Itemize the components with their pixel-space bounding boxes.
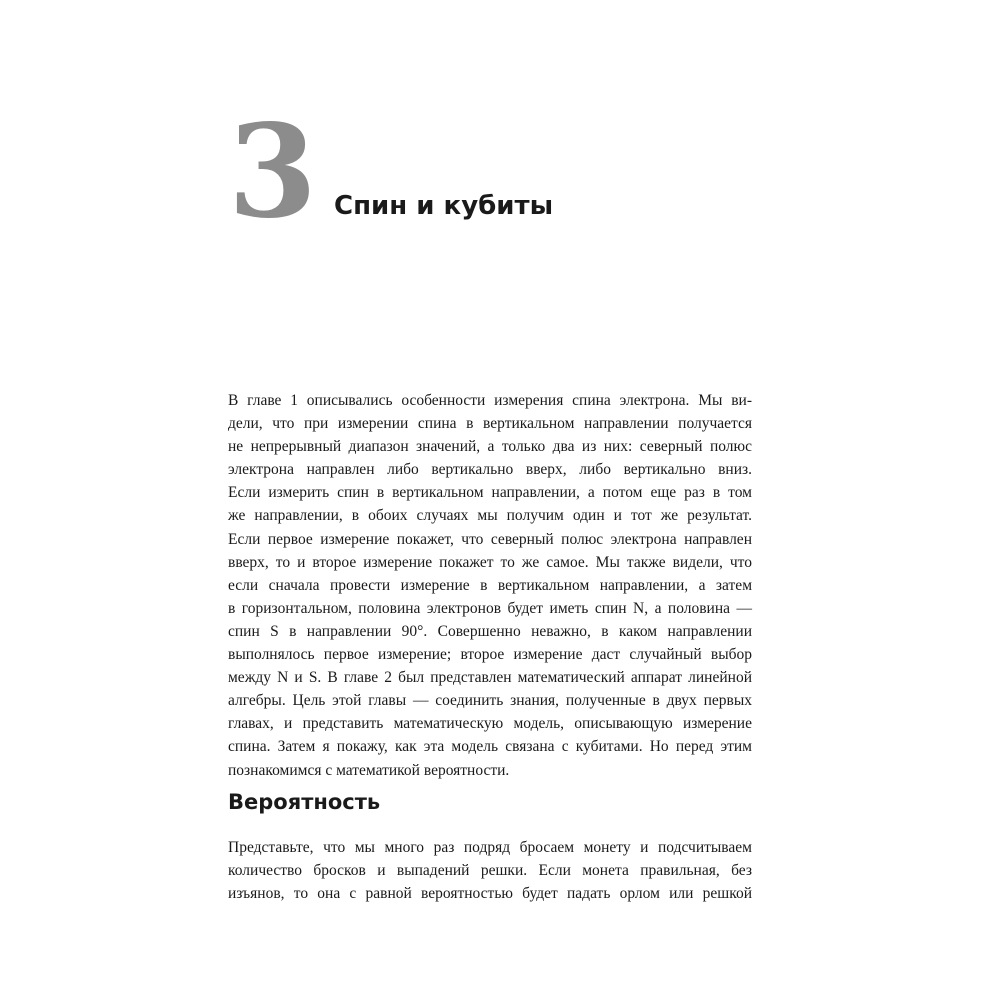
text-line: выполнялось первое измерение; второе измерение даст случайный выбор <box>228 646 752 664</box>
text-line: же направлении, в обоих случаях мы получим один и тот же результат. <box>228 507 752 525</box>
chapter-number: 3 <box>228 97 318 247</box>
text-line: Если первое измерение покажет, что северный полюс электрона направлен <box>228 530 752 548</box>
text-line: изъянов, то она с равной вероятностью будет падать орлом или решкой <box>228 885 752 903</box>
text-line: главах, и представить математическую модель, описывающую измерение <box>228 715 752 733</box>
text-line: Представьте, что мы много раз подряд бросаем монету и подсчитываем <box>228 839 752 856</box>
intro-paragraph <box>228 389 752 782</box>
text-line: спина. Затем я покажу, как эта модель связана с кубитами. Но перед этим <box>228 738 752 756</box>
chapter-title: Спин и кубиты <box>334 191 554 221</box>
text-line: между N и S. В главе 2 был представлен математический аппарат линейной <box>228 669 752 687</box>
text-line: Если измерить спин в вертикальном направлении, а потом еще раз в том <box>228 484 752 502</box>
text-line: если сначала провести измерение в вертикальном направлении, а затем <box>228 576 752 594</box>
text-line: дели, что при измерении спина в вертикальном направлении получается <box>228 415 752 433</box>
text-line: в горизонтальном, половина электронов будет иметь спин N, а половина — <box>228 599 752 617</box>
text-line: алгебры. Цель этой главы — соединить знания, полученные в двух первых <box>228 692 752 710</box>
section-heading: Вероятность <box>228 790 381 814</box>
text-line: вверх, то и второе измерение покажет то же самое. Мы также видели, что <box>228 553 752 571</box>
text-line: электрона направлен либо вертикально вверх, либо вертикально вниз. <box>228 461 752 479</box>
text-line: познакомимся с математикой вероятности. <box>228 761 510 779</box>
text-line: В главе 1 описывались особенности измерения спина электрона. Мы ви- <box>228 392 752 409</box>
text-line: не непрерывный диапазон значений, а только два из них: северный полюс <box>228 438 752 456</box>
text-line: количество бросков и выпадений решки. Если монета правильная, без <box>228 862 752 880</box>
text-line: спин S в направлении 90°. Совершенно неважно, в каком направлении <box>228 622 752 640</box>
section-paragraph <box>228 836 752 905</box>
